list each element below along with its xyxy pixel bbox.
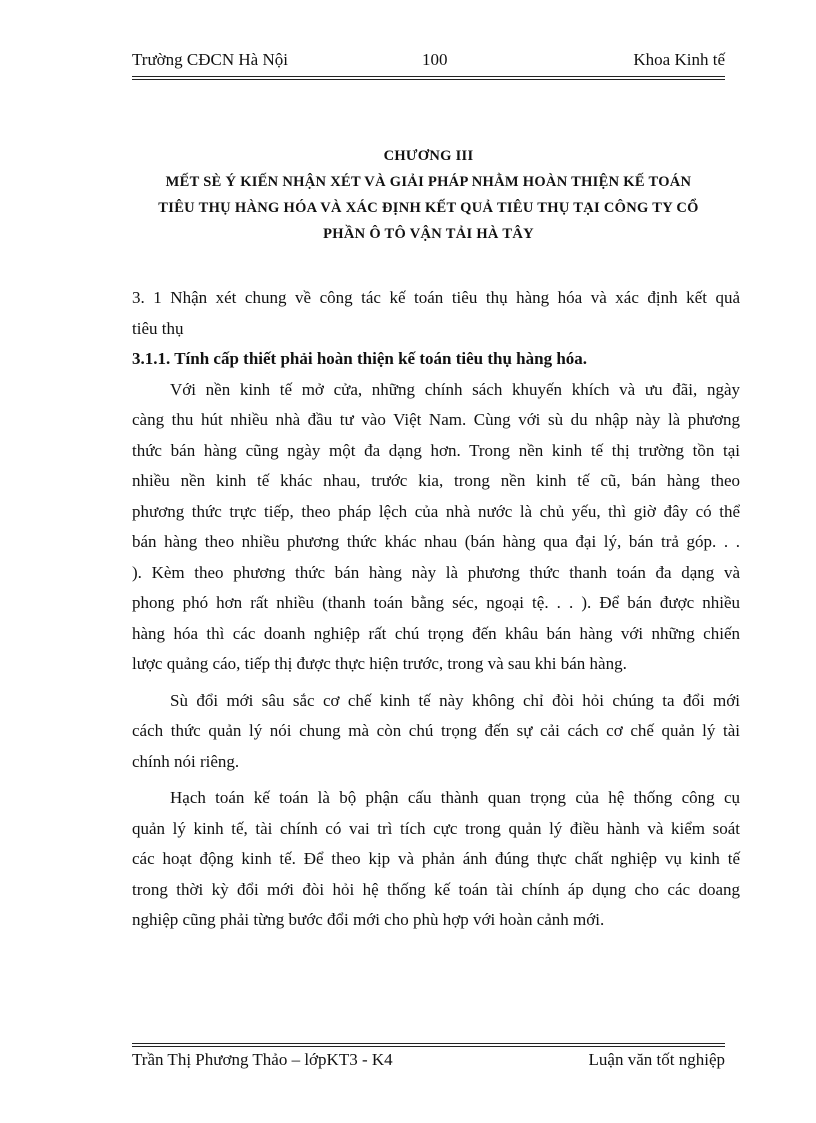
text-line: Sù đổi mới sâu sắc cơ chế kinh tế này không chỉ đòi hỏi chúng ta đổi mới: [170, 690, 740, 710]
header-rule: [132, 79, 725, 80]
chapter-title-line: MẾT SÈ Ý KIẾN NHẬN XÉT VÀ GIẢI PHÁP NHẰM HOÀN THIỆN KẾ TOÁN: [165, 174, 692, 190]
chapter-title-line: PHẦN Ô TÔ VẬN TẢI HÀ TÂY: [323, 226, 534, 242]
header-school: Trường CĐCN Hà Nội: [132, 50, 288, 69]
paragraph: [132, 375, 740, 680]
header-faculty: Khoa Kinh tế: [633, 50, 725, 69]
text-line: các hoạt động kinh tế. Để theo kịp và phản ánh đúng thực chất nghiệp vụ kinh tế: [132, 849, 740, 868]
text-line: hàng hóa thì các doanh nghiệp rất chú trọng đến khâu bán hàng với những chiến: [132, 623, 740, 643]
text-line: ). Kèm theo phương thức bán hàng này là phương thức thanh toán đa dạng và: [132, 562, 740, 582]
footer-author: Trần Thị Phương Thảo – lớpKT3 - K4: [132, 1050, 393, 1069]
text-line: trong thời kỳ đổi mới đòi hỏi hệ thống kế toán tài chính áp dụng cho các doang: [132, 879, 740, 899]
text-line: lược quảng cáo, tiếp thị được thực hiện trước, trong và sau khi bán hàng.: [132, 654, 627, 673]
paragraph: [132, 686, 740, 778]
text-line: chính nói riêng.: [132, 751, 240, 771]
page-footer: [132, 1050, 725, 1074]
text-line: phương thức trực tiếp, theo pháp lệch của nhà nước là chủ yếu, thì giờ đây có thể: [132, 501, 740, 521]
text-line: nhiều nền kinh tế khác nhau, trước kia, trong nền kinh tế cũ, bán hàng theo: [132, 471, 740, 490]
footer-rule: [132, 1043, 725, 1044]
text-line: nghiệp cũng phải từng bước đổi mới cho phù hợp với hoàn cảnh mới.: [132, 910, 605, 929]
paragraph: [132, 783, 740, 936]
body-text: [132, 283, 740, 936]
footer-document-type: Luận văn tốt nghiệp: [588, 1050, 725, 1069]
text-line: Hạch toán kế toán là bộ phận cấu thành quan trọng của hệ thống công cụ: [170, 788, 740, 807]
page-number: 100: [422, 50, 448, 69]
section-heading-line: tiêu thụ: [132, 318, 184, 338]
footer-rule: [132, 1046, 725, 1047]
text-line: càng thu hút nhiều nhà đầu tư vào Việt Nam. Cùng với sù du nhập này là phương: [132, 410, 740, 429]
page-header: [132, 50, 725, 74]
text-line: Với nền kinh tế mở cửa, những chính sách khuyến khích và ưu đãi, ngày: [170, 379, 740, 399]
text-line: quản lý kinh tế, tài chính có vai trì tích cực trong quản lý điều hành và kiểm soát: [132, 818, 740, 838]
header-rule: [132, 76, 725, 77]
chapter-heading: [132, 143, 725, 247]
text-line: cách thức quản lý nói chung mà còn chú trọng đến sự cải cách cơ chế quản lý tài: [132, 721, 740, 740]
chapter-label: CHƯƠNG III: [383, 148, 474, 164]
text-line: phong phó hơn rất nhiều (thanh toán bằng séc, ngoại tệ. . . ). Để bán được nhiều: [132, 593, 740, 612]
section-heading-line: 3. 1 Nhận xét chung về công tác kế toán tiêu thụ hàng hóa và xác định kết quả: [132, 288, 740, 307]
text-line: bán hàng theo nhiều phương thức khác nhau (bán hàng qua đại lý, bán trả góp. . .: [132, 532, 740, 551]
chapter-title-line: TIÊU THỤ HÀNG HÓA VÀ XÁC ĐỊNH KẾT QUẢ TIÊU THỤ TẠI CÔNG TY CỔ: [158, 200, 699, 216]
subsection-heading: 3.1.1. Tính cấp thiết phải hoàn thiện kế toán tiêu thụ hàng hóa.: [132, 349, 588, 368]
text-line: thức bán hàng cũng ngày một đa dạng hơn. Trong nền kinh tế thị trường tồn tại: [132, 440, 740, 460]
